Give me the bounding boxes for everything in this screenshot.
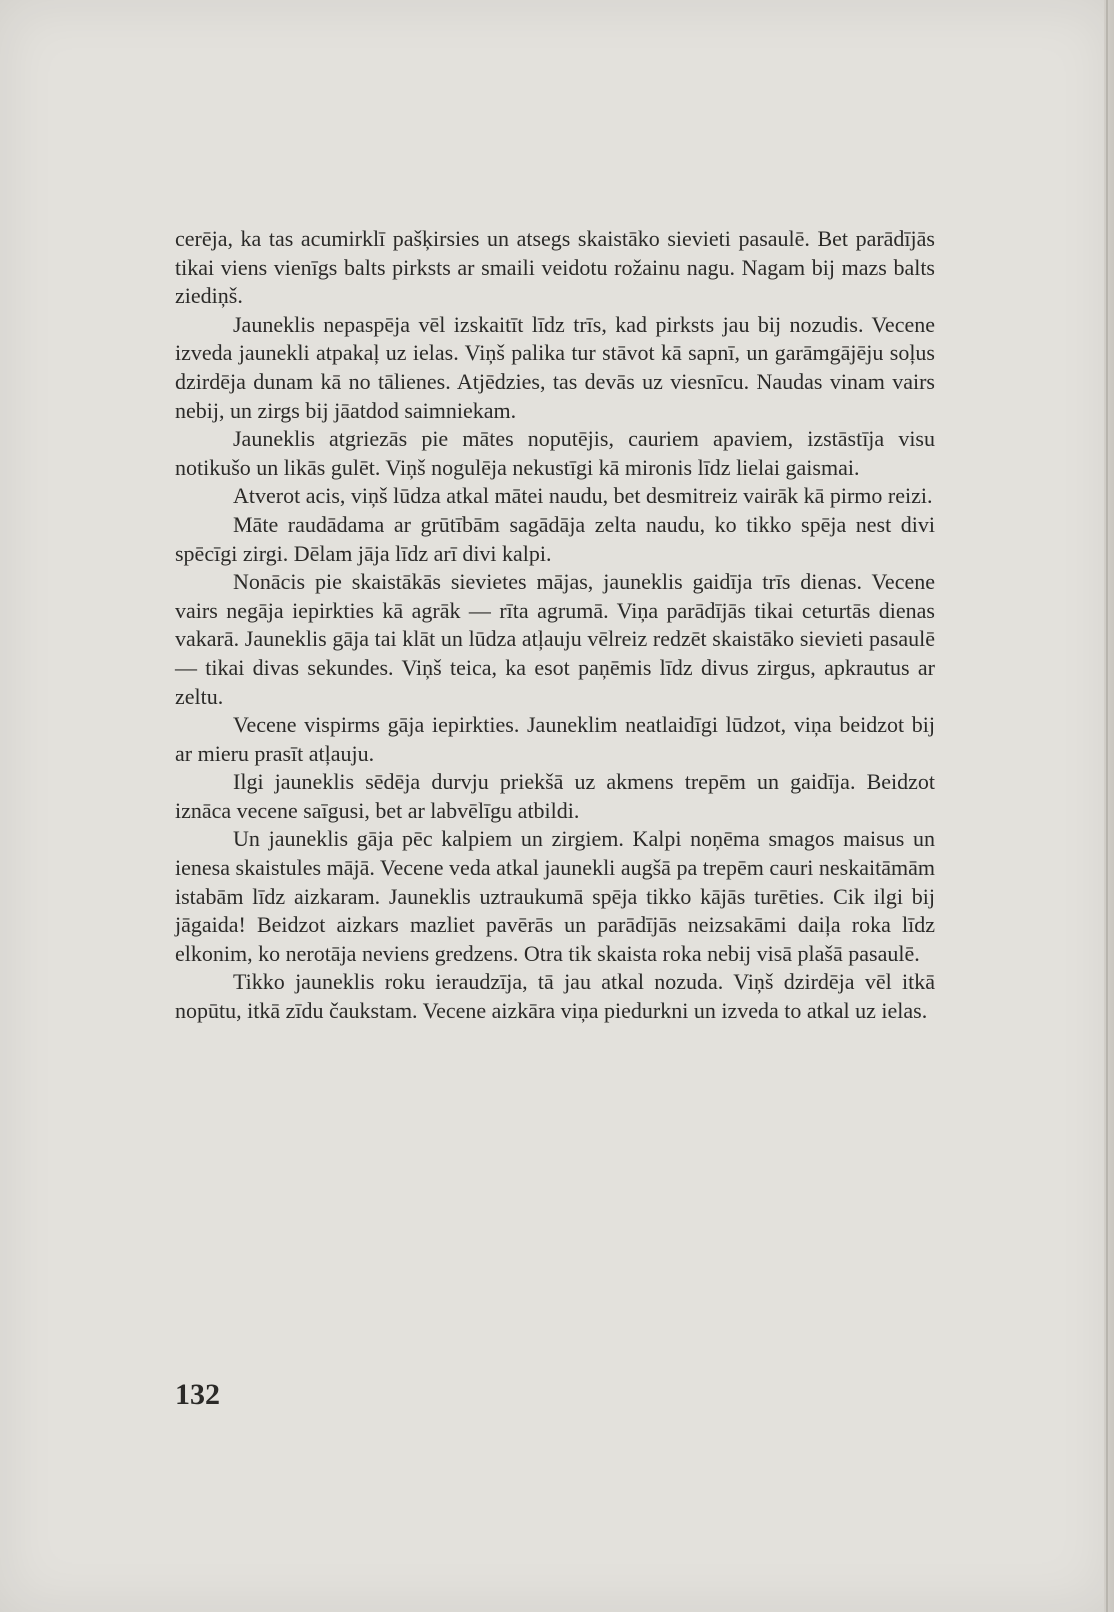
paragraph-3: Jauneklis atgriezās pie mātes noputējis, cauriem apaviem, izstāstīja visu notikušo un likās gulēt. Viņš nogulēja nekustīgi kā mironis līdz lielai gaismai.: [175, 426, 935, 480]
page-edge-line: [1106, 0, 1108, 1612]
paragraph-4: Atverot acis, viņš lūdza atkal mātei naudu, bet desmitreiz vairāk kā pirmo reizi.: [233, 483, 933, 509]
paragraph-1: cerēja, ka tas acumirklī pašķirsies un atsegs skaistāko sievieti pasaulē. Bet parādījās tikai viens vienīgs balts pirksts ar smaili veidotu rožainu nagu. Nagam bij mazs balts ziediņš.: [175, 226, 935, 309]
paragraph-6: Nonācis pie skaistākās sievietes mājas, jauneklis gaidīja trīs dienas. Vecene vairs negāja iepirkties kā agrāk — rīta agrumā. Viņa parādījās tikai ceturtās dienas vakarā. Jauneklis gāja tai klāt un lūdza atļauju vēlreiz redzēt skaistāko sievieti pasaulē — tikai divas sekundes. Viņš teica, ka esot paņēmis līdz divus zirgus, apkrautus ar zeltu.: [175, 569, 935, 709]
paragraph-9: Un jauneklis gāja pēc kalpiem un zirgiem. Kalpi noņēma smagos maisus un ienesa skaistules mājā. Vecene veda atkal jaunekli augšā pa trepēm cauri neskaitāmām istabām līdz aizkaram. Jauneklis uztraukumā spēja tikko kājās turēties. Cik ilgi bij jāgaida! Beidzot aizkars mazliet pavērās un parādījās neizsakāmi daiļa roka līdz elkonim, ko nerotāja neviens gredzens. Otra tik skaista roka nebij visā plašā pasaulē.: [175, 826, 935, 966]
paragraph-10: Tikko jauneklis roku ieraudzīja, tā jau atkal nozuda. Viņš dzirdēja vēl itkā nopūtu, itkā zīdu čaukstam. Vecene aizkāra viņa piedurkni un izveda to atkal uz ielas.: [175, 969, 935, 1024]
paragraph-5: Māte raudādama ar grūtībām sagādāja zelta naudu, ko tikko spēja nest divi spēcīgi zirgi. Dēlam jāja līdz arī divi kalpi.: [175, 511, 935, 566]
paragraph-7: Vecene vispirms gāja iepirkties. Jauneklim neatlaidīgi lūdzot, viņa beidzot bij ar mieru prasīt atļauju.: [175, 712, 935, 766]
paragraph-8: Ilgi jauneklis sēdēja durvju priekšā uz akmens trepēm un gaidīja. Beidzot iznāca vecene saīgusi, bet ar labvēlīgu atbildi.: [175, 769, 935, 823]
body-text: [175, 225, 935, 1026]
page-number: 132: [175, 1378, 220, 1411]
paragraph-2: Jauneklis nepaspēja vēl izskaitīt līdz trīs, kad pirksts jau bij nozudis. Vecene izveda jaunekli atpakaļ uz ielas. Viņš palika tur stāvot kā sapnī, un garāmgājēju soļus dzirdēja dunam kā no tālienes. Atjēdzies, tas devās uz viesnīcu. Naudas vinam vairs nebij, un zirgs bij jāatdod saimniekam.: [175, 311, 935, 423]
